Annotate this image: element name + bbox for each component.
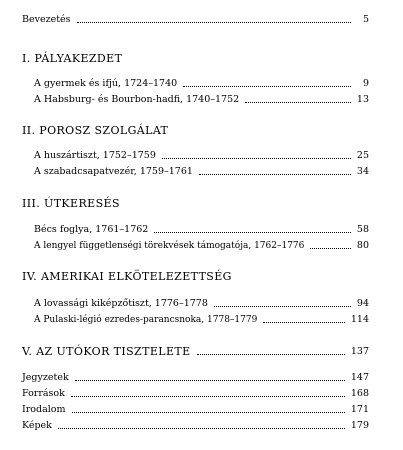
toc-entry-page: 171 [350, 404, 369, 415]
dot-leader [199, 174, 351, 175]
toc-entry-label: A huszártiszt, 1752–1759 [34, 150, 156, 161]
section-title-1: I. PÁLYAKEZDET [22, 52, 123, 65]
toc-entry[interactable] [0, 222, 403, 236]
toc-entry-page: 114 [350, 314, 369, 325]
toc-entry[interactable] [0, 164, 403, 178]
dot-leader [263, 322, 345, 323]
toc-entry[interactable] [0, 296, 403, 310]
section-title-3: III. ÚTKERESÉS [22, 197, 120, 210]
toc-entry-back[interactable] [0, 370, 403, 384]
toc-entry-label: Irodalom [22, 404, 66, 415]
toc-entry-page: 137 [350, 346, 369, 357]
toc-entry-label: Jegyzetek [22, 372, 69, 383]
dot-leader [197, 354, 345, 355]
toc-entry-page: 9 [362, 78, 369, 89]
dot-leader [77, 22, 351, 23]
toc-section-entry-5[interactable] [0, 344, 403, 358]
toc-entry-label: Képek [22, 420, 52, 431]
toc-entry-label: Források [22, 388, 65, 399]
dot-leader [214, 306, 351, 307]
toc-entry-page: 58 [356, 224, 369, 235]
toc-entry-page: 80 [356, 240, 369, 251]
toc-entry-page: 179 [350, 420, 369, 431]
dot-leader [71, 396, 345, 397]
toc-entry-page: 94 [356, 298, 369, 309]
section-title-2: II. POROSZ SZOLGÁLAT [22, 124, 169, 137]
dot-leader [162, 158, 351, 159]
toc-entry-back[interactable] [0, 418, 403, 432]
toc-entry-label: Bécs foglya, 1761–1762 [34, 224, 149, 235]
toc-entry-label: A Pulaski-légió ezredes-parancsnoka, 1778–1779 [34, 315, 258, 325]
toc-entry-page: 168 [350, 388, 369, 399]
toc-entry[interactable] [0, 92, 403, 106]
toc-entry-label: A gyermek és ifjú, 1724–1740 [34, 78, 178, 89]
toc-entry[interactable] [0, 238, 403, 252]
toc-entry-intro[interactable] [0, 12, 403, 26]
toc-entry-label: Bevezetés [22, 14, 71, 25]
toc-entry-page: 25 [356, 150, 369, 161]
dot-leader [72, 412, 345, 413]
toc-entry-page: 5 [362, 14, 369, 25]
toc-entry-label: A lengyel függetlenségi törekvések támogatója, 1762–1776 [34, 241, 305, 251]
dot-leader [310, 248, 351, 249]
toc-entry[interactable] [0, 76, 403, 90]
toc-entry-label: A Habsburg- és Bourbon-hadfi, 1740–1752 [34, 94, 240, 105]
toc-entry[interactable] [0, 148, 403, 162]
toc-entry-page: 34 [356, 166, 369, 177]
toc-entry-back[interactable] [0, 386, 403, 400]
dot-leader [58, 428, 345, 429]
dot-leader [245, 102, 351, 103]
toc-entry-page: 13 [356, 94, 369, 105]
dot-leader [154, 232, 351, 233]
toc-entry[interactable] [0, 312, 403, 326]
section-title-4: IV. AMERIKAI ELKÖTELEZETTSÉG [22, 270, 232, 283]
dot-leader [183, 86, 351, 87]
toc-entry-page: 147 [350, 372, 369, 383]
dot-leader [75, 380, 345, 381]
section-title-5: V. AZ UTÓKOR TISZTELETE [22, 345, 191, 358]
toc-entry-back[interactable] [0, 402, 403, 416]
toc-entry-label: A szabadcsapatvezér, 1759–1761 [34, 166, 193, 177]
toc-entry-label: A lovassági kiképzőtiszt, 1776–1778 [34, 298, 208, 309]
